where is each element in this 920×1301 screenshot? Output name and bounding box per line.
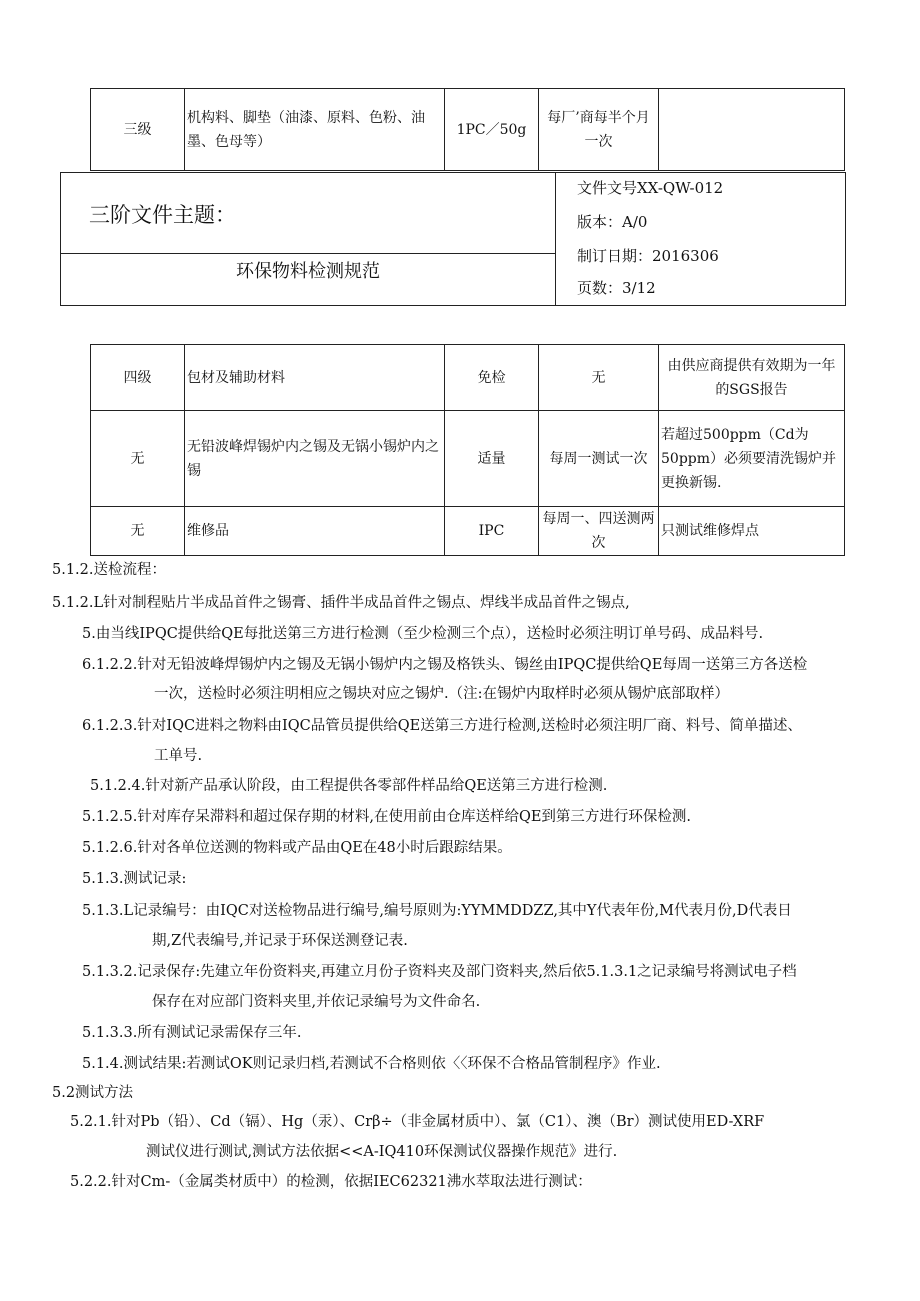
- table-cell: 维修品: [185, 507, 445, 556]
- document-number: 文件文号XX-QW-012: [577, 179, 724, 197]
- table-cell: 包材及辅助材料: [185, 345, 445, 411]
- table-row: [91, 345, 845, 411]
- table-row: [91, 89, 845, 171]
- header-divider: [61, 253, 555, 254]
- paragraph-line: 一次，送检时必须注明相应之锡块对应之锡炉.（注:在锡炉内取样时必须从锡炉底部取样）: [154, 686, 729, 702]
- paragraph-line: 5.2.2.针对Cm-（金属类材质中）的检测，依据IEC62321沸水萃取法进行测试：: [70, 1174, 592, 1190]
- table-cell: 三级: [91, 89, 185, 171]
- paragraph-line: 5.2.1.针对Pb（铅）、Cd（镉）、Hg（汞）、Crβ÷（非金属材质中）、氯（C1）、澳（Br）测试使用ED-XRF: [70, 1114, 765, 1130]
- document-title: 三阶文件主题：: [89, 203, 236, 227]
- paragraph-line: 5.1.3.2.记录保存:先建立年份资料夹,再建立月份子资料夹及部门资料夹,然后依5.1.3.1之记录编号将测试电子档: [82, 964, 797, 980]
- table-cell: 无: [91, 411, 185, 507]
- paragraph-line: 5.1.2.6.针对各单位送测的物料或产品由QE在48小时后跟踪结果。: [82, 840, 512, 856]
- paragraph-line: 保存在对应部门资料夹里,并依记录编号为文件命名.: [152, 994, 481, 1010]
- paragraph-line: 5.1.2.4.针对新产品承认阶段，由工程提供各零部件样品给QE送第三方进行检测.: [90, 778, 608, 794]
- paragraph-line: 6.1.2.3.针对IQC进料之物料由IQC品管员提供给QE送第三方进行检测,送检时必须注明厂商、料号、简单描述、: [82, 718, 802, 734]
- table-cell: 每周一、四送测两次: [539, 507, 659, 556]
- table-cell: 无铅波峰焊锡炉内之锡及无锅小锡炉内之锡: [185, 411, 445, 507]
- document-date: 制订日期：2016306: [577, 247, 719, 265]
- table-row: [91, 507, 845, 556]
- section-heading: 5.2测试方法: [52, 1085, 134, 1101]
- table-row: [91, 411, 845, 507]
- table-cell: 无: [539, 345, 659, 411]
- table-cell: [659, 89, 845, 171]
- paragraph-line: 5.由当线IPQC提供给QE每批送第三方进行检测（至少检测三个点），送检时必须注明订单号码、成品料号.: [82, 626, 764, 642]
- document-version: 版本：A/0: [577, 213, 648, 231]
- paragraph-line: 工单号.: [154, 748, 203, 764]
- document-pages: 页数：3/12: [577, 279, 656, 297]
- table-cell: 若超过500ppm（Cd为50ppm）必须要清洗锡炉并更换新锡.: [659, 411, 845, 507]
- section-heading: 5.1.3.测试记录:: [82, 871, 187, 887]
- table-cell: 每厂’商每半个月一次: [539, 89, 659, 171]
- document-header: [60, 172, 846, 306]
- paragraph-line: 5.1.3.L记录编号：由IQC对送检物品进行编号,编号原则为:YYMMDDZZ,其中Y代表年份,M代表月份,D代表日: [82, 903, 792, 919]
- table-cell: 只测试维修焊点: [659, 507, 845, 556]
- paragraph-line: 5.1.2.5.针对库存呆滞料和超过保存期的材料,在使用前由仓库送样给QE到第三方进行环保检测.: [82, 809, 692, 825]
- document-subject: 环保物料检测规范: [236, 261, 380, 282]
- table-cell: 免检: [445, 345, 539, 411]
- table-cell: 四级: [91, 345, 185, 411]
- table-cell: 每周一测试一次: [539, 411, 659, 507]
- paragraph-line: 期,Z代表编号,并记录于环保送测登记表.: [152, 933, 408, 949]
- paragraph-line: 5.1.3.3.所有测试记录需保存三年.: [82, 1025, 302, 1041]
- table-cell: 机构料、脚垫（油漆、原料、色粉、油墨、色母等）: [185, 89, 445, 171]
- table-cell: IPC: [445, 507, 539, 556]
- paragraph-line: 5.1.4.测试结果:若测试OK则记录归档,若测试不合格则依〈〈环保不合格品管制程序》作业.: [82, 1056, 661, 1072]
- material-level-table: [90, 344, 845, 556]
- paragraph-line: 6.1.2.2.针对无铅波峰焊锡炉内之锡及无锅小锡炉内之锡及格铁头、锡丝由IPQC提供给QE每周一送第三方各送检: [82, 657, 808, 673]
- paragraph-line: 5.1.2.L针对制程贴片半成品首件之锡膏、插件半成品首件之锡点、焊线半成品首件之锡点,: [52, 595, 630, 611]
- header-divider: [555, 173, 556, 305]
- table-cell: 无: [91, 507, 185, 556]
- top-material-table: [90, 88, 845, 171]
- section-heading: 5.1.2.送检流程：: [52, 562, 167, 578]
- table-cell: 适量: [445, 411, 539, 507]
- paragraph-line: 测试仪进行测试,测试方法依据<<A-IQ410环保测试仪器操作规范》进行.: [146, 1144, 618, 1160]
- table-cell: 由供应商提供有效期为一年的SGS报告: [659, 345, 845, 411]
- table-cell: 1PC／50g: [445, 89, 539, 171]
